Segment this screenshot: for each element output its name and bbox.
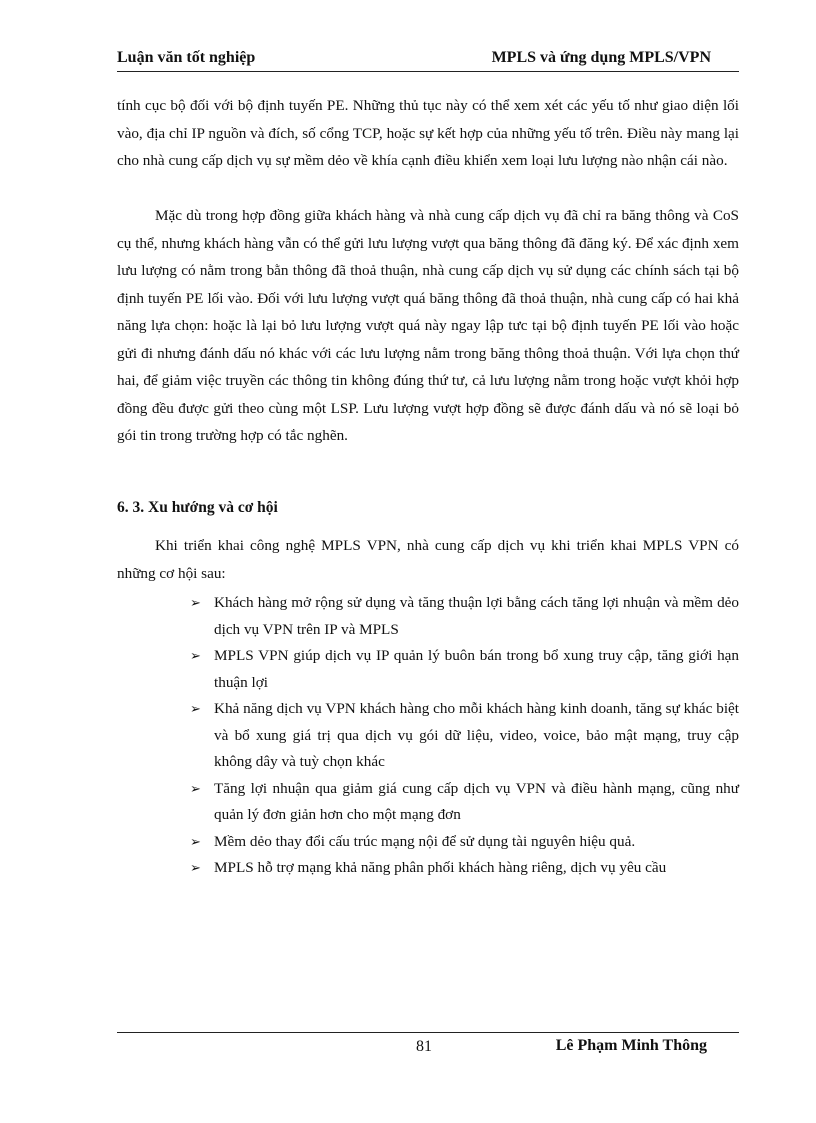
list-item	[190, 855, 739, 882]
paragraph-bandwidth: Mặc dù trong hợp đồng giữa khách hàng và nhà cung cấp dịch vụ đã chỉ ra băng thông và CoS cụ thể, nhưng khách hàng vẫn có thể gửi lưu lượng vượt qua băng thông đã đăng ký. Để xác định xem lưu lượng có nằm trong bằn thông đã thoả thuận, nhà cung cấp dịch vụ sử dụng các chính sách tại bộ định tuyến PE lối vào. Đối với lưu lượng vượt quá băng thông đã thoả thuận, nhà cung cấp có hai khả năng lựa chọn: hoặc là lại bỏ lưu lượng vượt quá này ngay lập tưc tại bộ định tuyến PE lối vào hoặc gửi đi nhưng đánh dấu nó khác với các lưu lượng nằm trong băng thông thoả thuận. Với lựa chọn thứ hai, để giảm việc truyền các thông tin không đúng thứ tư, cả lưu lượng nằm trong hoặc vượt khỏi hợp đồng đều được gửi theo cùng một LSP. Lưu lượng vượt hợp đồng sẽ được đánh dấu và nó sẽ loại bỏ gói tin trong trường hợp có tắc nghẽn.	[117, 207, 739, 444]
list-item-text: MPLS hỗ trợ mạng khả năng phân phối khách hàng riêng, dịch vụ yêu cầu	[214, 859, 667, 876]
paragraph-intro: Khi triển khai công nghệ MPLS VPN, nhà cung cấp dịch vụ khi triển khai MPLS VPN có những cơ hội sau:	[117, 537, 739, 582]
list-item	[190, 590, 739, 643]
list-item	[190, 696, 739, 776]
arrow-bullet-icon: ➢	[190, 780, 201, 796]
footer-divider	[117, 1032, 739, 1033]
list-item-text: Khả năng dịch vụ VPN khách hàng cho mỗi khách hàng kinh doanh, tăng sự khác biệt và bổ xung giá trị qua dịch vụ gói dữ liệu, video, voice, bảo mật mạng, truy cập không dây và tuỳ chọn khác	[214, 700, 739, 770]
section-heading: 6. 3. Xu hướng và cơ hội	[117, 499, 278, 516]
page-header	[117, 49, 739, 72]
header-right-title: MPLS và ứng dụng MPLS/VPN	[491, 49, 711, 66]
arrow-bullet-icon: ➢	[190, 860, 201, 875]
list-item	[190, 643, 739, 696]
list-item	[190, 776, 739, 829]
header-left-title: Luận văn tốt nghiệp	[117, 49, 256, 66]
list-item-text: MPLS VPN giúp dịch vụ IP quản lý buôn bán trong bổ xung truy cập, tăng giới hạn thuận lợi	[214, 647, 739, 691]
arrow-bullet-icon: ➢	[190, 648, 201, 663]
list-item-text: Tăng lợi nhuận qua giảm giá cung cấp dịch vụ VPN và điều hành mạng, cũng như quản lý đơn giản hơn cho một mạng đơn	[214, 779, 739, 823]
arrow-bullet-icon: ➢	[190, 833, 201, 849]
arrow-bullet-icon: ➢	[190, 595, 201, 610]
list-item	[190, 829, 739, 856]
page-number: 81	[416, 1038, 432, 1055]
opportunity-list	[190, 590, 739, 882]
list-item-text: Khách hàng mở rộng sử dụng và tăng thuận lợi bằng cách tăng lợi nhuận và mềm dẻo dịch vụ VPN trên IP và MPLS	[214, 594, 739, 638]
author-name: Lê Phạm Minh Thông	[555, 1037, 707, 1054]
paragraph-continued: tính cục bộ đối với bộ định tuyến PE. Những thủ tục này có thể xem xét các yếu tố như giao diện lối vào, địa chỉ IP nguồn và đích, số cổng TCP, hoặc sự kết hợp của những yếu tố trên. Điều này mang lại cho nhà cung cấp dịch vụ sự mềm dẻo về khía cạnh điều khiển xem loại lưu lượng nào nhận cái nào.	[117, 97, 739, 169]
list-item-text: Mềm dẻo thay đổi cấu trúc mạng nội để sử dụng tài nguyên hiệu quả.	[214, 832, 636, 850]
arrow-bullet-icon: ➢	[190, 701, 201, 716]
